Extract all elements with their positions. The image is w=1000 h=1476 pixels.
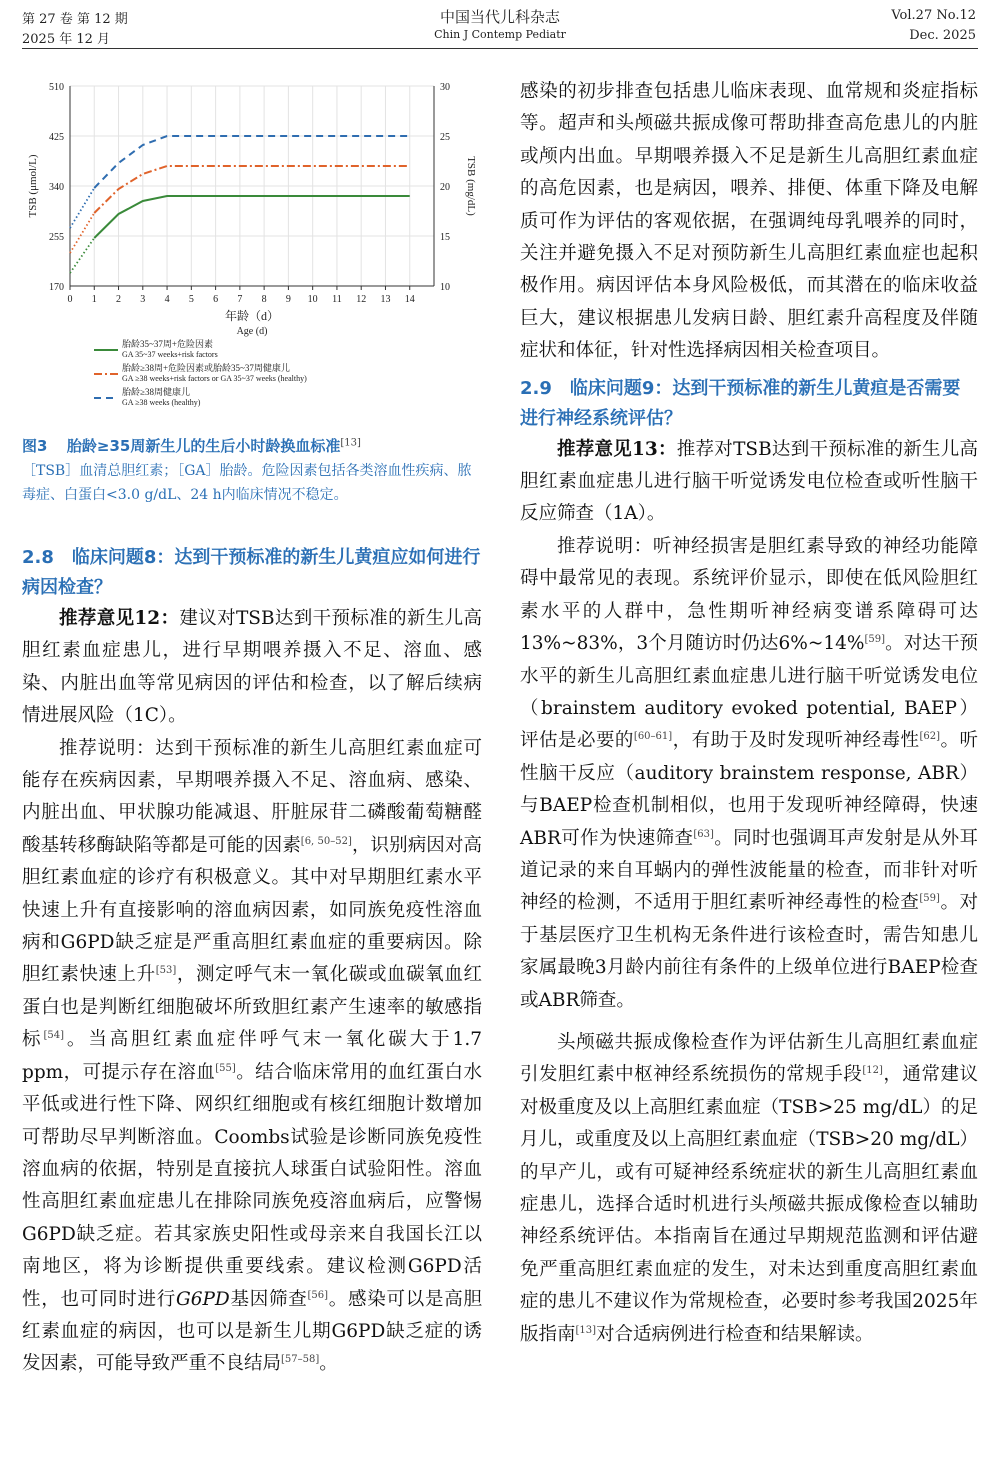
legend-label-cn: 胎龄≥38周健康儿 <box>122 387 190 397</box>
y-left-tick-label: 425 <box>49 132 64 143</box>
journal-title-cn: 中国当代儿科杂志 <box>439 8 560 26</box>
text-run: 推荐说明：听神经损害是胆红素导致的神经功能障碍中最常见的表现。系统评价显示，即使在低风险胆红素水平的人群中，急性期听神经病变谱系障碍可达13%~83%，3个月随访时仍达6%~14% <box>520 535 978 655</box>
right-paragraph-continued: 感染的初步排查包括患儿临床表现、血常规和炎症指标等。超声和头颅磁共振成像可帮助排查高危患儿的内脏或颅内出血。早期喂养摄入不足是新生儿高胆红素血症的高危因素，也是病因，喂养、排便、体重下降及电解质可作为评估的客观依据，在强调纯母乳喂养的同时，关注并避免摄入不足对预防新生儿高胆红素血症也起积极作用。病因评估本身风险极低，而其潜在的临床收益巨大，建议根据患儿发病日龄、胆红素升高程度及伴随症状和体征，针对性选择病因相关检查项目。 <box>520 81 978 362</box>
series-1-early-line <box>70 238 94 273</box>
citation: [13] <box>575 1324 597 1336</box>
exchange-transfusion-chart <box>22 74 482 424</box>
citation: [54] <box>43 1030 64 1042</box>
right-paragraph-explanation <box>520 531 978 1017</box>
citation: [59] <box>864 633 885 645</box>
left-column <box>22 74 482 1381</box>
citation: [63] <box>693 828 714 840</box>
header-volume-en: Vol.27 No.12 <box>891 8 976 23</box>
x-tick-label: 2 <box>116 294 122 305</box>
right-paragraph-mri <box>520 1027 978 1351</box>
citation: [57–58] <box>281 1354 320 1366</box>
y-left-tick-label: 255 <box>49 232 64 243</box>
citation: [6, 50–52] <box>300 835 352 847</box>
y-left-tick-label: 170 <box>49 282 64 293</box>
x-tick-label: 13 <box>380 294 391 305</box>
x-axis-label-cn: 年龄（d） <box>224 309 280 323</box>
text-run: 。同时也强调耳声发射是从外耳道记录的来自耳蜗内的弹性波能量的检查，而非针对听神经的检测，不适用于胆红素听神经毒性的检查 <box>520 827 978 914</box>
legend-label-cn: 胎龄35~37周+危险因素 <box>122 339 213 349</box>
x-tick-label: 7 <box>237 294 243 305</box>
text-run: 。当高胆红素血症伴呼气末一氧化碳大于1.7 ppm，可提示存在溶血 <box>22 1029 482 1083</box>
text-run: ，通常建议对极重度及以上高胆红素血症（TSB>25 mg/dL）的足月儿，或重度及以上高胆红素血症（TSB>20 mg/dL）的早产儿，或有可疑神经系统症状的新生儿高胆红素血症患儿，选择合适时机进行头颅磁共振成像检查以辅助神经系统评估。本指南旨在通过早期规范监测和评估避免严重高胆红素血症的发生，对未达到重度高胆红素血症的患儿不建议作为常规检查，必要时参考我国2025年版指南 <box>520 1064 978 1345</box>
y-right-tick-label: 25 <box>440 132 450 143</box>
x-axis-label-en: Age (d) <box>236 326 268 337</box>
x-tick-label: 11 <box>332 294 342 305</box>
text-run: 。对于基层医疗卫生机构无条件进行该检查时，需告知患儿家属最晚3月龄内前往有条件的上级单位进行BAEP检查或ABR筛查。 <box>520 892 978 1011</box>
x-tick-label: 6 <box>213 294 219 305</box>
recommendation-12 <box>22 603 482 733</box>
citation: [12] <box>862 1065 883 1077</box>
rec12-label: 推荐意见12： <box>59 608 180 629</box>
legend-label-cn: 胎龄≥38周+危险因素或胎龄35~37周健康儿 <box>122 363 290 373</box>
x-tick-label: 10 <box>307 294 318 305</box>
text-run: 。听性脑干反应（auditory brainstem response, ABR）与BAEP检查机制相似，也用于发现听神经障碍，快速ABR可作为快速筛查 <box>520 730 978 849</box>
text-run: 对合适病例进行检查和结果解读。 <box>596 1323 874 1345</box>
x-tick-label: 9 <box>285 294 291 305</box>
text-run: ，识别病因对高胆红素血症的诊疗有积极意义。其中对早期胆红素水平快速上升有直接影响的溶血病因素，如同族免疫性溶血病和G6PD缺乏症是严重高胆红素血症的重要病因。除胆红素快速上升 <box>22 834 482 986</box>
citation: [62] <box>919 731 941 743</box>
series-2-early-line <box>70 213 94 253</box>
citation: [59] <box>919 893 940 905</box>
citation: [56] <box>307 1289 329 1301</box>
section-2-8-title: 2.8 临床问题8：达到干预标准的新生儿黄疸应如何进行病因检查？ <box>22 547 481 598</box>
header-date: 2025 年 12 月 <box>22 32 111 47</box>
y-right-tick-label: 15 <box>440 232 450 243</box>
text-run: 。感染可以是高胆红素血症的病因，也可以是新生儿期G6PD缺乏症的诱发因素，可能导致严重不良结局 <box>22 1288 482 1375</box>
y-left-axis-label: TSB (μmol/L) <box>27 154 39 218</box>
y-right-axis-label: TSB (mg/dL) <box>465 156 477 216</box>
figure-label: 图3 <box>22 437 48 455</box>
x-tick-label: 1 <box>91 294 97 305</box>
citation: [53] <box>155 965 177 977</box>
series-1-line <box>94 196 409 238</box>
x-tick-label: 5 <box>188 294 194 305</box>
right-column <box>520 74 978 1351</box>
series-2-line <box>94 166 409 213</box>
text-run: 。对达干预水平的新生儿高胆红素血症患儿进行脑干听觉诱发电位（brainstem auditory evoked potential, BAEP）评估是必要的 <box>520 633 978 752</box>
left-paragraph-explanation <box>22 733 482 1381</box>
text-run: ，有助于及时发现听神经毒性 <box>672 730 920 752</box>
header-volume: 第 27 卷 第 12 期 <box>22 12 128 27</box>
x-tick-label: 12 <box>356 294 367 305</box>
y-left-tick-label: 340 <box>49 182 64 193</box>
rec13-label: 推荐意见13： <box>557 438 677 460</box>
rec12-text: 建议对TSB达到干预标准的新生儿高胆红素血症患儿，进行早期喂养摄入不足、溶血、感染、内脏出血等常见病因的评估和检查，以了解后续病情进展风险（1C）。 <box>22 608 482 727</box>
series-3-early-line <box>70 188 94 228</box>
citation: [55] <box>215 1062 236 1074</box>
x-tick-label: 3 <box>140 294 146 305</box>
legend-label-en: GA ≥38 weeks (healthy) <box>122 398 201 407</box>
figure-3-chart <box>22 74 482 424</box>
x-tick-label: 0 <box>67 294 73 305</box>
figure-caption <box>22 434 482 507</box>
recommendation-13 <box>520 434 978 531</box>
y-left-tick-label: 510 <box>49 82 64 93</box>
figure-note: ［TSB］血清总胆红素；［GA］胎龄。危险因素包括各类溶血性疾病、脓毒症、白蛋白<3.0 g/dL、24 h内临床情况不稳定。 <box>22 463 472 503</box>
figure-title: 胎龄≥35周新生儿的生后小时龄换血标准 <box>66 437 341 455</box>
journal-title-en: Chin J Contemp Pediatr <box>434 28 566 41</box>
header-date-en: Dec. 2025 <box>909 28 976 43</box>
y-right-tick-label: 20 <box>440 182 450 193</box>
x-tick-label: 4 <box>164 294 170 305</box>
rec13-text: 推荐对TSB达到干预标准的新生儿高胆红素血症患儿进行脑干听觉诱发电位检查或听性脑干反应筛查（1A）。 <box>520 438 979 525</box>
legend-label-en: GA 35~37 weeks+risk factors <box>122 350 218 359</box>
citation: [60–61] <box>633 731 673 743</box>
y-right-tick-label: 30 <box>440 82 450 93</box>
text-run: ，测定呼气末一氧化碳或血碳氧血红蛋白也是判断红细胞破坏所致胆红素产生速率的敏感指标 <box>22 964 482 1051</box>
figure-ref: [13] <box>340 437 361 449</box>
text-run: 头颅磁共振成像检查作为评估新生儿高胆红素血症引发胆红素中枢神经系统损伤的常规手段 <box>520 1031 978 1086</box>
gene-name: G6PD <box>175 1288 230 1310</box>
legend-label-en: GA ≥38 weeks+risk factors or GA 35~37 weeks (healthy) <box>122 374 307 383</box>
x-tick-label: 8 <box>261 294 267 305</box>
text-run: 基因筛查 <box>229 1288 308 1310</box>
series-3-line <box>94 136 409 188</box>
section-2-9-title: 2.9 临床问题9：达到干预标准的新生儿黄疸是否需要进行神经系统评估？ <box>520 377 961 429</box>
text-run: 。 <box>319 1353 338 1375</box>
text-run: 推荐说明：达到干预标准的新生儿高胆红素血症可能存在疾病因素，早期喂养摄入不足、溶血病、感染、内脏出血、甲状腺功能减退、肝脏尿苷二磷酸葡萄糖醛酸基转移酶缺陷等都是可能的因素 <box>22 737 482 856</box>
text-run: 。结合临床常用的血红蛋白水平低或进行性下降、网织红细胞或有核红细胞计数增加可帮助尽早判断溶血。Coombs试验是诊断同族免疫性溶血病的依据，特别是直接抗人球蛋白试验阳性。溶血性高胆红素血症患儿在排除同族免疫溶血病后，应警惕G6PD缺乏症。若其家族史阳性或母亲来自我国长江以南地区，将为诊断提供重要线索。建议检测G6PD活性，也可同时进行 <box>22 1061 482 1310</box>
x-tick-label: 14 <box>404 294 415 305</box>
y-right-tick-label: 10 <box>440 282 450 293</box>
header-rule <box>22 48 978 49</box>
